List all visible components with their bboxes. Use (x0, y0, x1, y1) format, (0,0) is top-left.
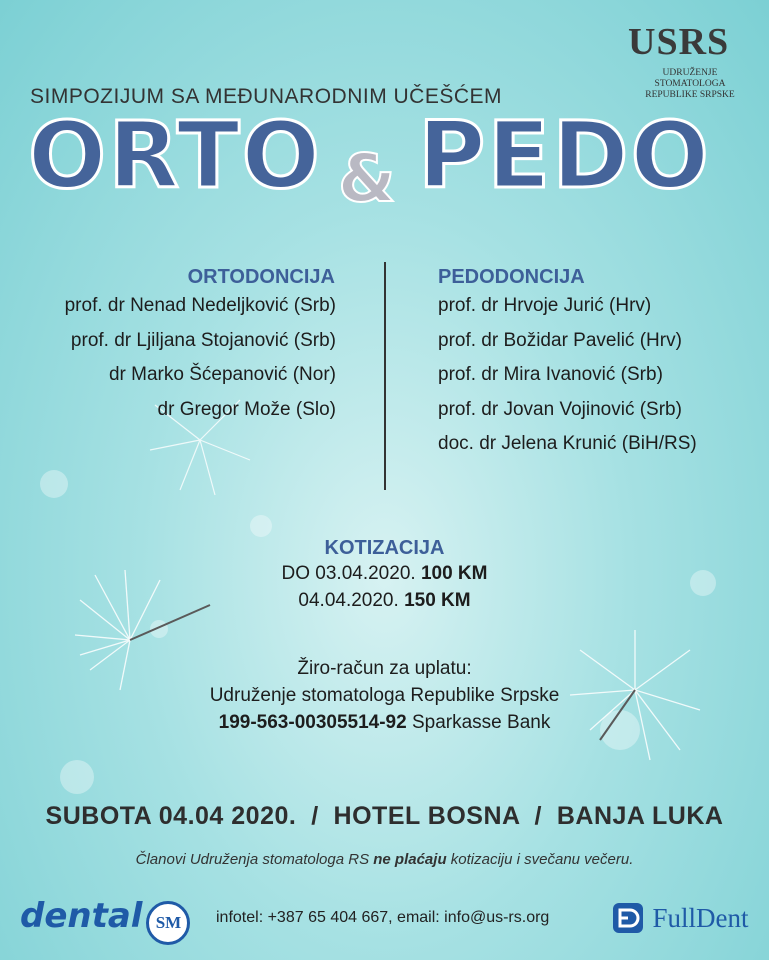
fulldent-logo (612, 902, 748, 934)
members-note-emphasis: ne plaćaju (373, 851, 447, 868)
orthodontics-heading: ORTODONCIJA (187, 266, 335, 288)
orthodontics-column (0, 266, 336, 427)
fee-line-late (0, 587, 769, 614)
event-info: SUBOTA 04.04 2020. / HOTEL BOSNA / BANJA LUKA (45, 802, 724, 830)
title-orto: ORTO (28, 102, 322, 209)
fulldent-logo-word: FullDent (652, 902, 749, 933)
members-note-text: kotizaciju i svečanu večeru. (446, 851, 634, 868)
dental-sm-logo (20, 896, 190, 945)
bokeh-circle (250, 515, 272, 537)
fee-late-amount: 150 KM (404, 590, 471, 611)
fee-late-date: 04.04.2020. (298, 590, 399, 611)
payment-account (0, 709, 769, 736)
dental-logo-badge: SM (146, 901, 190, 945)
usrs-logo-subtitle-line: UDRUŽENJE (662, 68, 718, 78)
bokeh-circle (60, 760, 94, 794)
usrs-logo-subtitle-line: REPUBLIKE SRPSKE (645, 90, 735, 100)
bank-name: Sparkasse Bank (411, 712, 551, 733)
fee-early-date: DO 03.04.2020. (281, 563, 416, 584)
title-ampersand: & (338, 140, 396, 217)
fee-early-amount: 100 KM (420, 563, 488, 584)
pedodontics-heading: PEDODONCIJA (438, 266, 585, 288)
payment-recipient: Udruženje stomatologa Republike Srpske (209, 685, 560, 706)
payment-label: Žiro-račun za uplatu: (297, 658, 472, 679)
fee-section (0, 537, 769, 614)
pedodontics-column (438, 266, 697, 462)
dental-logo-word: dental (20, 896, 143, 936)
usrs-logo (610, 20, 760, 105)
speaker-name: prof. dr Božidar Pavelić (Hrv) (438, 329, 682, 351)
speaker-name: prof. dr Mira Ivanović (Srb) (438, 364, 663, 385)
members-note-text: Članovi Udruženja stomatologa RS (135, 851, 374, 868)
column-divider (384, 262, 386, 490)
usrs-logo-subtitle (630, 68, 750, 101)
usrs-logo-mark: USRS (628, 21, 730, 63)
speaker-name: doc. dr Jelena Krunić (BiH/RS) (438, 433, 697, 454)
payment-section (0, 655, 769, 736)
fee-heading: KOTIZACIJA (324, 537, 445, 559)
title-pedo: PEDO (418, 102, 711, 209)
speaker-name: prof. dr Ljiljana Stojanović (Srb) (70, 329, 336, 351)
speaker-name: prof. dr Hrvoje Jurić (Hrv) (438, 295, 652, 316)
usrs-logo-subtitle-line: STOMATOLOGA (654, 79, 726, 89)
account-number: 199-563-00305514-92 (218, 712, 407, 733)
speaker-name: dr Gregor Može (Slo) (157, 398, 336, 420)
speaker-name: prof. dr Nenad Nedeljković (Srb) (64, 295, 336, 316)
speaker-name: dr Marko Šćepanović (Nor) (108, 364, 336, 385)
symposium-subtitle: SIMPOZIJUM SA MEĐUNARODNIM UČEŠĆEM (30, 85, 503, 108)
fulldent-logo-icon (612, 902, 644, 934)
speaker-name: prof. dr Jovan Vojinović (Srb) (438, 398, 682, 420)
contact-info: infotel: +387 65 404 667, email: info@us-rs.org (216, 909, 550, 926)
bokeh-circle (40, 470, 68, 498)
members-note (0, 851, 769, 868)
fee-line-early (0, 560, 769, 587)
